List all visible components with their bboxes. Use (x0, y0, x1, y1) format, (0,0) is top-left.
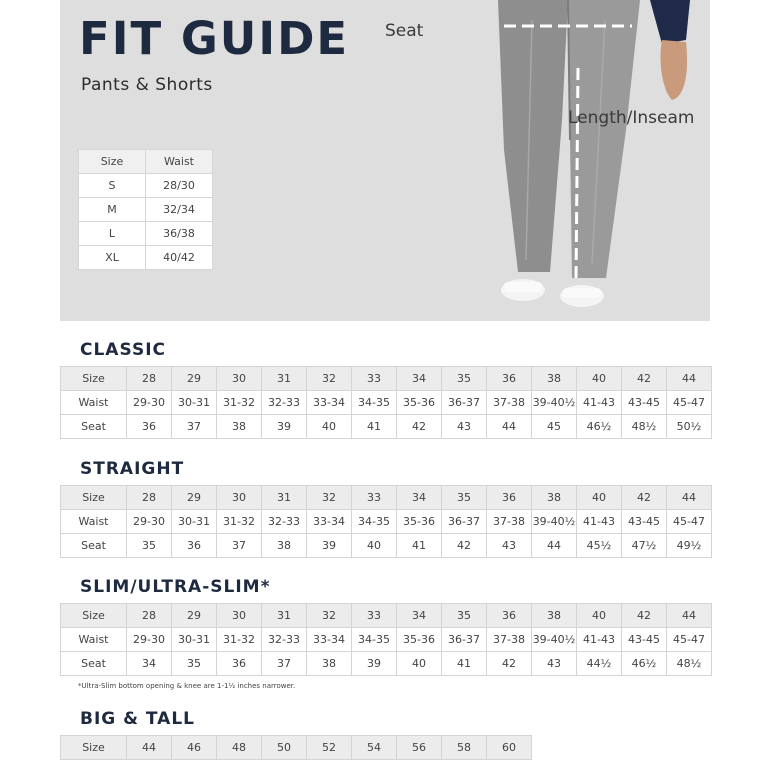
table-cell: 34 (397, 486, 442, 510)
table-cell: 33-34 (307, 510, 352, 534)
big-tall-size-table (60, 735, 532, 760)
table-cell: 31 (262, 486, 307, 510)
table-cell: 31-32 (217, 391, 262, 415)
table-cell: 39 (352, 652, 397, 676)
table-cell: 34-35 (352, 628, 397, 652)
table-cell: 38 (217, 415, 262, 439)
page-subtitle: Pants & Shorts (81, 75, 213, 95)
fit-guide-hero (60, 0, 710, 321)
table-cell: 35-36 (397, 510, 442, 534)
table-cell: 41 (397, 534, 442, 558)
table-cell: 29 (172, 604, 217, 628)
table-row (61, 415, 712, 439)
table-cell: 36 (487, 486, 532, 510)
table-cell: 37-38 (487, 628, 532, 652)
row-header: Size (61, 486, 127, 510)
table-cell: 39-40½ (532, 628, 577, 652)
table-cell: 46½ (577, 415, 622, 439)
table-cell: 43-45 (622, 628, 667, 652)
table-cell: 32 (307, 604, 352, 628)
hand (660, 40, 687, 100)
table-cell: S (79, 174, 146, 198)
table-cell: 44 (667, 604, 712, 628)
table-cell: 32 (307, 367, 352, 391)
table-header-row (61, 486, 712, 510)
table-cell: 33-34 (307, 391, 352, 415)
table-cell: 36 (487, 367, 532, 391)
table-cell: 41-43 (577, 391, 622, 415)
table-cell: 30-31 (172, 510, 217, 534)
table-cell: 33 (352, 367, 397, 391)
section-title-slim: SLIM/ULTRA-SLIM* (80, 577, 271, 597)
table-cell: 43-45 (622, 391, 667, 415)
table-cell: 49½ (667, 534, 712, 558)
table-cell: 48 (217, 736, 262, 760)
table-cell: 42 (622, 604, 667, 628)
table-cell: 46 (172, 736, 217, 760)
table-cell: 31 (262, 367, 307, 391)
table-cell: 42 (622, 486, 667, 510)
table-cell: 36-37 (442, 510, 487, 534)
footnote: *Ultra-Slim bottom opening & knee are 1-1½ inches narrower. (78, 682, 296, 690)
table-cell: 40 (577, 486, 622, 510)
table-cell: 45-47 (667, 391, 712, 415)
table-cell: 44½ (577, 652, 622, 676)
table-cell: 48½ (622, 415, 667, 439)
table-cell: 44 (667, 367, 712, 391)
table-cell: 38 (532, 604, 577, 628)
table-header-row (61, 367, 712, 391)
table-cell: 40 (577, 604, 622, 628)
table-cell: 33 (352, 486, 397, 510)
table-cell: 56 (397, 736, 442, 760)
table-header-row (61, 736, 532, 760)
table-cell: 40 (307, 415, 352, 439)
row-header: Waist (61, 510, 127, 534)
table-cell: 41-43 (577, 628, 622, 652)
table-cell: 34-35 (352, 510, 397, 534)
row-header: Seat (61, 415, 127, 439)
section-title-straight: STRAIGHT (80, 459, 185, 479)
table-cell: XL (79, 246, 146, 270)
table-cell: 32-33 (262, 391, 307, 415)
row-header: Seat (61, 652, 127, 676)
shirt-sleeve (650, 0, 690, 44)
table-cell: 52 (307, 736, 352, 760)
table-row (79, 174, 213, 198)
table-cell: 44 (487, 415, 532, 439)
table-cell: 40/42 (146, 246, 213, 270)
table-cell: 30 (217, 367, 262, 391)
header-cell: Size (79, 150, 146, 174)
table-cell: 42 (397, 415, 442, 439)
table-cell: 29-30 (127, 391, 172, 415)
table-cell: 43 (487, 534, 532, 558)
row-header: Size (61, 736, 127, 760)
section-title-classic: CLASSIC (80, 340, 166, 360)
table-cell: 40 (397, 652, 442, 676)
table-cell: 36-37 (442, 391, 487, 415)
table-cell: 54 (352, 736, 397, 760)
table-cell: 38 (262, 534, 307, 558)
table-cell: 34 (397, 604, 442, 628)
table-cell: 50 (262, 736, 307, 760)
table-cell: 42 (442, 534, 487, 558)
table-cell: 30 (217, 486, 262, 510)
waist-size-table (78, 149, 213, 270)
table-cell: 29 (172, 367, 217, 391)
table-cell: 44 (667, 486, 712, 510)
table-cell: 28 (127, 367, 172, 391)
table-cell: 32/34 (146, 198, 213, 222)
table-row (79, 222, 213, 246)
length-inseam-label: Length/Inseam (568, 108, 695, 128)
table-cell: 30 (217, 604, 262, 628)
straight-size-table (60, 485, 712, 558)
table-cell: 46½ (622, 652, 667, 676)
table-cell: 44 (127, 736, 172, 760)
table-header-row (61, 604, 712, 628)
table-cell: 28/30 (146, 174, 213, 198)
table-cell: 39-40½ (532, 510, 577, 534)
table-cell: 36 (487, 604, 532, 628)
table-cell: 35-36 (397, 628, 442, 652)
table-cell: 37-38 (487, 510, 532, 534)
table-cell: 38 (532, 486, 577, 510)
table-cell: L (79, 222, 146, 246)
slim-size-table (60, 603, 712, 676)
table-cell: 29-30 (127, 510, 172, 534)
table-cell: 40 (352, 534, 397, 558)
table-cell: 30-31 (172, 628, 217, 652)
header-cell: Waist (146, 150, 213, 174)
section-title-big-tall: BIG & TALL (80, 709, 195, 729)
table-cell: 35 (442, 486, 487, 510)
table-cell: 31 (262, 604, 307, 628)
table-row (61, 510, 712, 534)
table-cell: 48½ (667, 652, 712, 676)
table-cell: 36-37 (442, 628, 487, 652)
table-cell: 33-34 (307, 628, 352, 652)
table-cell: 31-32 (217, 510, 262, 534)
table-cell: 30-31 (172, 391, 217, 415)
table-cell: 58 (442, 736, 487, 760)
seat-label: Seat (385, 21, 424, 41)
table-cell: 43 (442, 415, 487, 439)
table-cell: 35 (442, 604, 487, 628)
row-header: Seat (61, 534, 127, 558)
table-cell: 31-32 (217, 628, 262, 652)
table-cell: 34-35 (352, 391, 397, 415)
table-cell: 37 (217, 534, 262, 558)
table-cell: 38 (307, 652, 352, 676)
table-cell: 39-40½ (532, 391, 577, 415)
table-cell: 32-33 (262, 510, 307, 534)
table-cell: 43 (532, 652, 577, 676)
row-header: Waist (61, 628, 127, 652)
table-cell: 45½ (577, 534, 622, 558)
table-cell: 50½ (667, 415, 712, 439)
table-cell: 35-36 (397, 391, 442, 415)
table-row (61, 391, 712, 415)
table-cell: 37 (172, 415, 217, 439)
table-row (61, 534, 712, 558)
table-cell: 35 (172, 652, 217, 676)
table-cell: 37-38 (487, 391, 532, 415)
table-cell: 36 (172, 534, 217, 558)
table-cell: M (79, 198, 146, 222)
table-cell: 38 (532, 367, 577, 391)
table-cell: 34 (127, 652, 172, 676)
table-cell: 42 (487, 652, 532, 676)
table-cell: 36 (127, 415, 172, 439)
table-cell: 40 (577, 367, 622, 391)
page-title: FIT GUIDE (79, 12, 350, 65)
table-cell: 60 (487, 736, 532, 760)
classic-size-table (60, 366, 712, 439)
row-header: Size (61, 367, 127, 391)
table-cell: 39 (262, 415, 307, 439)
table-cell: 41 (442, 652, 487, 676)
table-cell: 36 (217, 652, 262, 676)
table-row (79, 246, 213, 270)
table-row (61, 628, 712, 652)
row-header: Size (61, 604, 127, 628)
table-cell: 28 (127, 604, 172, 628)
table-cell: 33 (352, 604, 397, 628)
row-header: Waist (61, 391, 127, 415)
table-row (79, 198, 213, 222)
table-cell: 32 (307, 486, 352, 510)
table-cell: 42 (622, 367, 667, 391)
table-row (61, 652, 712, 676)
table-cell: 39 (307, 534, 352, 558)
table-cell: 29 (172, 486, 217, 510)
table-cell: 41 (352, 415, 397, 439)
table-cell: 36/38 (146, 222, 213, 246)
table-cell: 45 (532, 415, 577, 439)
table-cell: 28 (127, 486, 172, 510)
table-cell: 32-33 (262, 628, 307, 652)
table-cell: 41-43 (577, 510, 622, 534)
pants-left-leg (498, 0, 568, 272)
table-cell: 44 (532, 534, 577, 558)
table-header-row (79, 150, 213, 174)
table-cell: 35 (127, 534, 172, 558)
table-cell: 43-45 (622, 510, 667, 534)
table-cell: 29-30 (127, 628, 172, 652)
table-cell: 34 (397, 367, 442, 391)
table-cell: 37 (262, 652, 307, 676)
table-cell: 45-47 (667, 510, 712, 534)
table-cell: 47½ (622, 534, 667, 558)
table-cell: 35 (442, 367, 487, 391)
table-cell: 45-47 (667, 628, 712, 652)
pants-model-illustration (400, 0, 710, 321)
